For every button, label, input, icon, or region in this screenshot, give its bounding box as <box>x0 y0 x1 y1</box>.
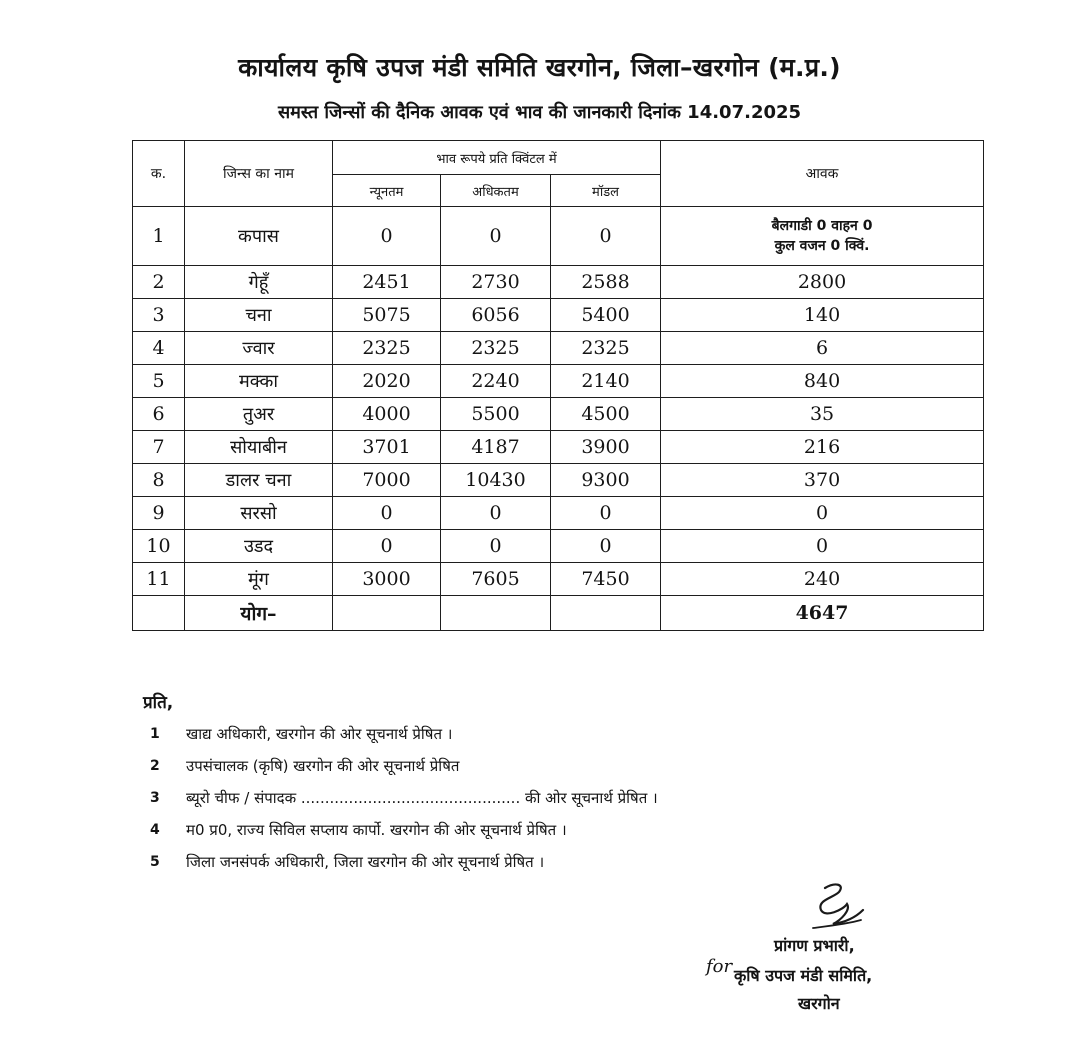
cell-modal: 2140 <box>551 365 661 398</box>
table-row <box>133 365 984 398</box>
cell-serial: 1 <box>133 207 185 266</box>
table-row <box>133 266 984 299</box>
list-item-text: उपसंचालक (कृषि) खरगोन की ओर सूचनार्थ प्रेषित <box>186 757 460 775</box>
table-row <box>133 431 984 464</box>
cell-serial-empty <box>133 596 185 631</box>
header-max: अधिकतम <box>441 175 551 207</box>
cell-max: 6056 <box>441 299 551 332</box>
cell-serial: 7 <box>133 431 185 464</box>
cell-min: 2020 <box>333 365 441 398</box>
table-row <box>133 207 984 266</box>
cell-arrival: 216 <box>661 431 984 464</box>
list-item <box>150 718 870 750</box>
list-item-number: 4 <box>150 822 160 838</box>
signature-designation: प्रांगण प्रभारी, <box>774 936 855 955</box>
arrival-vehicles: बैलगाडी 0 वाहन 0 <box>771 218 873 234</box>
cell-min: 3000 <box>333 563 441 596</box>
cell-serial: 11 <box>133 563 185 596</box>
cell-min: 5075 <box>333 299 441 332</box>
cell-max: 0 <box>441 207 551 266</box>
cell-max: 0 <box>441 497 551 530</box>
cell-max: 4187 <box>441 431 551 464</box>
list-item-text: खाद्य अधिकारी, खरगोन की ओर सूचनार्थ प्रेषित । <box>186 725 453 743</box>
list-item-number: 2 <box>150 758 160 774</box>
cell-min: 2325 <box>333 332 441 365</box>
total-row <box>133 596 984 631</box>
table-row <box>133 464 984 497</box>
list-item-number: 1 <box>150 726 160 742</box>
header-min: न्यूनतम <box>333 175 441 207</box>
cell-min: 3701 <box>333 431 441 464</box>
list-item <box>150 846 870 878</box>
cell-empty <box>333 596 441 631</box>
cell-modal: 9300 <box>551 464 661 497</box>
list-item <box>150 750 870 782</box>
total-label: योग– <box>185 596 333 631</box>
cell-modal: 2325 <box>551 332 661 365</box>
cell-serial: 4 <box>133 332 185 365</box>
cell-commodity: सोयाबीन <box>185 431 333 464</box>
for-mark: for <box>706 956 733 977</box>
cell-arrival: 240 <box>661 563 984 596</box>
list-item <box>150 782 870 814</box>
cell-serial: 5 <box>133 365 185 398</box>
cell-modal: 2588 <box>551 266 661 299</box>
cell-min: 0 <box>333 530 441 563</box>
list-item-text: जिला जनसंपर्क अधिकारी, जिला खरगोन की ओर सूचनार्थ प्रेषित । <box>186 853 545 871</box>
cell-max: 2325 <box>441 332 551 365</box>
distribution-list <box>150 718 870 878</box>
cell-commodity: तुअर <box>185 398 333 431</box>
cell-max: 7605 <box>441 563 551 596</box>
table-row <box>133 332 984 365</box>
header-modal: मॉडल <box>551 175 661 207</box>
cell-modal: 4500 <box>551 398 661 431</box>
cell-arrival: 840 <box>661 365 984 398</box>
table-row <box>133 398 984 431</box>
cell-commodity: सरसो <box>185 497 333 530</box>
cell-max: 10430 <box>441 464 551 497</box>
cell-serial: 10 <box>133 530 185 563</box>
signature-place: खरगोन <box>798 994 840 1013</box>
cell-commodity: डालर चना <box>185 464 333 497</box>
cell-serial: 3 <box>133 299 185 332</box>
cell-min: 0 <box>333 207 441 266</box>
header-commodity: जिन्स का नाम <box>185 141 333 207</box>
cell-modal: 5400 <box>551 299 661 332</box>
list-item-text: म0 प्र0, राज्य सिविल सप्लाय कार्पो. खरगोन की ओर सूचनार्थ प्रेषित । <box>186 821 567 839</box>
cell-max: 5500 <box>441 398 551 431</box>
cell-arrival: 35 <box>661 398 984 431</box>
list-item-number: 3 <box>150 790 160 806</box>
cell-modal: 0 <box>551 530 661 563</box>
header-serial: क. <box>133 141 185 207</box>
cell-max: 2240 <box>441 365 551 398</box>
table-row <box>133 563 984 596</box>
cell-arrival: 6 <box>661 332 984 365</box>
cell-commodity: मक्का <box>185 365 333 398</box>
document-title: कार्यालय कृषि उपज मंडी समिति खरगोन, जिला–खरगोन (म.प्र.) <box>238 53 841 82</box>
distribution-heading: प्रति, <box>143 693 174 713</box>
header-price-group: भाव रूपये प्रति क्विंटल में <box>333 141 661 175</box>
cell-arrival <box>661 207 984 266</box>
arrival-price-table <box>132 140 984 631</box>
cell-serial: 8 <box>133 464 185 497</box>
list-item-text: ब्यूरो चीफ / संपादक .............................................. की ओर सूचनार्थ प्रेषित । <box>186 789 658 807</box>
cell-commodity: कपास <box>185 207 333 266</box>
cell-max: 0 <box>441 530 551 563</box>
cell-commodity: मूंग <box>185 563 333 596</box>
signature-office: कृषि उपज मंडी समिति, <box>734 966 873 985</box>
cell-min: 4000 <box>333 398 441 431</box>
cell-serial: 9 <box>133 497 185 530</box>
table-row <box>133 299 984 332</box>
signature-block <box>700 880 960 1030</box>
cell-empty <box>441 596 551 631</box>
cell-commodity: गेहूँ <box>185 266 333 299</box>
cell-commodity: चना <box>185 299 333 332</box>
list-item-number: 5 <box>150 854 160 870</box>
cell-modal: 7450 <box>551 563 661 596</box>
cell-modal: 0 <box>551 207 661 266</box>
total-arrival: 4647 <box>661 596 984 631</box>
header-arrival: आवक <box>661 141 984 207</box>
cell-serial: 2 <box>133 266 185 299</box>
signature-scribble <box>795 880 875 940</box>
cell-max: 2730 <box>441 266 551 299</box>
cell-commodity: उडद <box>185 530 333 563</box>
list-item <box>150 814 870 846</box>
document-subtitle: समस्त जिन्सों की दैनिक आवक एवं भाव की जानकारी दिनांक 14.07.2025 <box>277 102 802 123</box>
cell-modal: 0 <box>551 497 661 530</box>
cell-modal: 3900 <box>551 431 661 464</box>
cell-arrival: 370 <box>661 464 984 497</box>
cell-min: 2451 <box>333 266 441 299</box>
cell-commodity: ज्वार <box>185 332 333 365</box>
table-row <box>133 530 984 563</box>
cell-arrival: 140 <box>661 299 984 332</box>
cell-serial: 6 <box>133 398 185 431</box>
cell-arrival: 2800 <box>661 266 984 299</box>
cell-arrival: 0 <box>661 530 984 563</box>
table-row <box>133 497 984 530</box>
cell-min: 7000 <box>333 464 441 497</box>
arrival-weight: कुल वजन 0 क्विं. <box>774 238 870 254</box>
cell-empty <box>551 596 661 631</box>
cell-arrival: 0 <box>661 497 984 530</box>
cell-min: 0 <box>333 497 441 530</box>
